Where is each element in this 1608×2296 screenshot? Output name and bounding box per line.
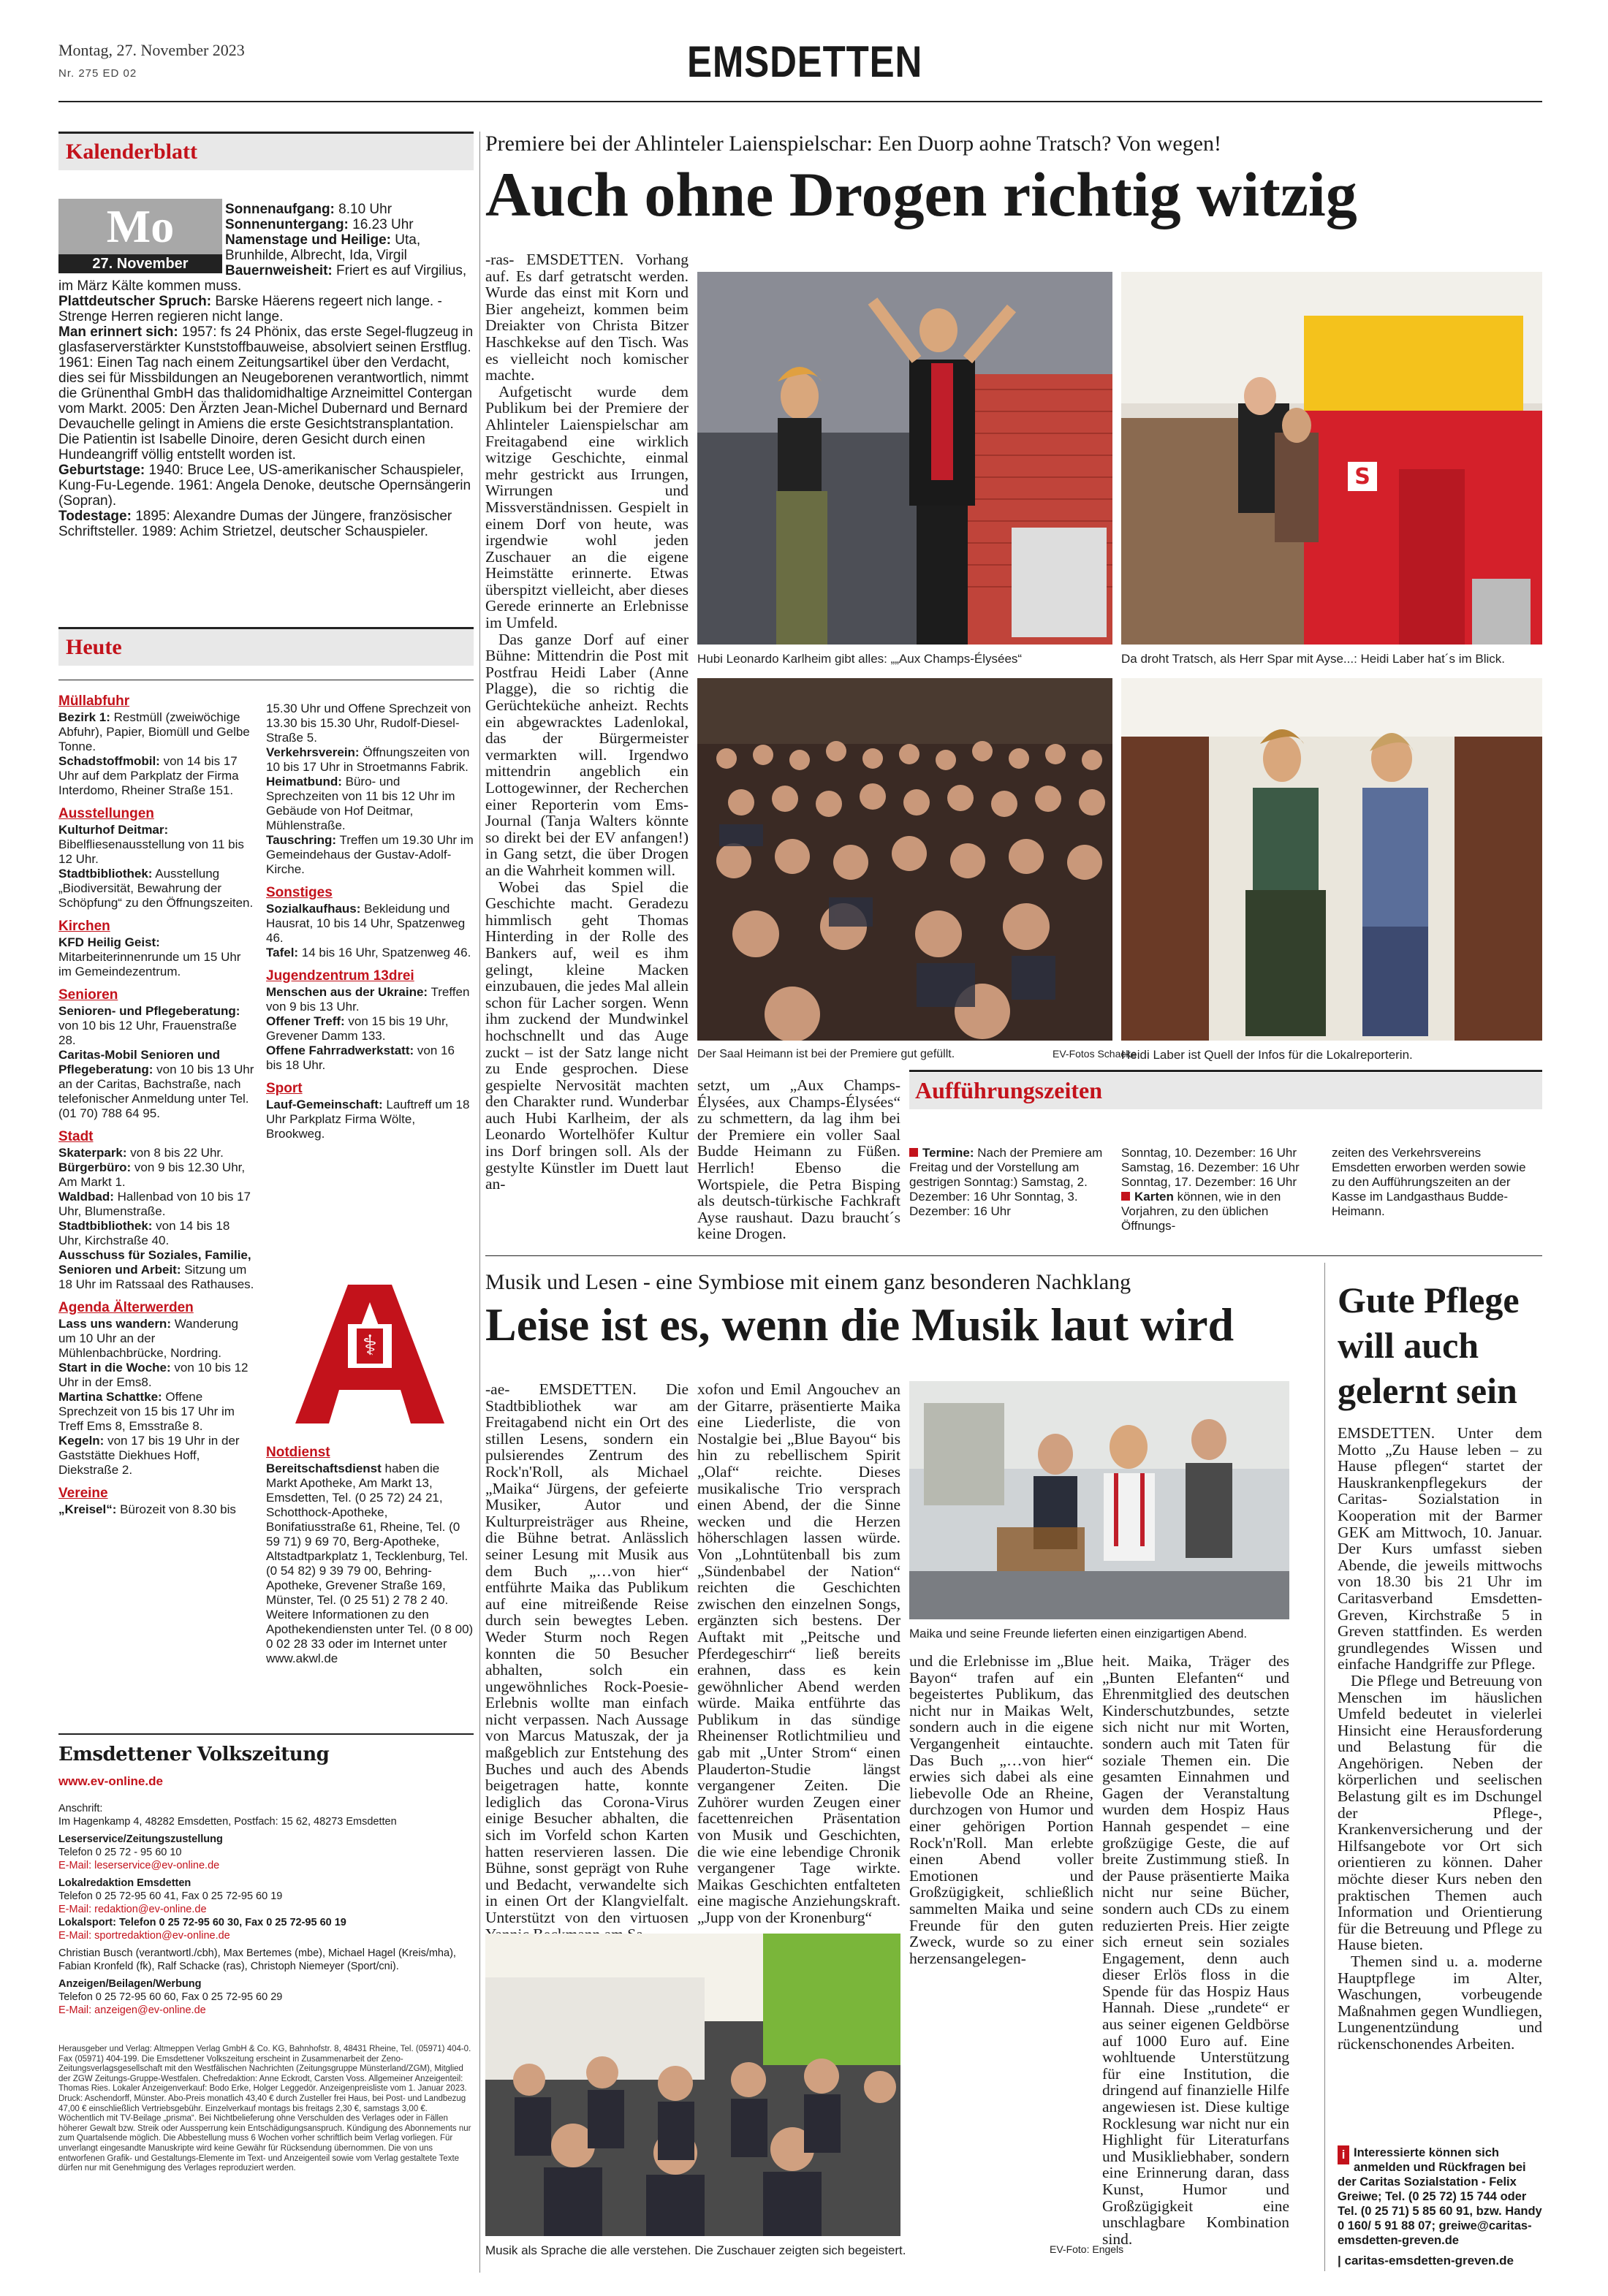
article1-body-col2: setzt, um „Aux Champs-Élysées, aux Champs-Élysées“ zu schmettern, da lag ihm bei der Premiere ein voller Saal Budde Heimann zu Füßen. Herrlich! Ebenso die Wortspiele, die Petra Bisping als deutsch-türkische Fachkraft Ayse raushaut. Dazu braucht´s keine Drogen.: [697, 1076, 900, 1243]
listing-text: Hallenbad von 10 bis 17 Uhr, Blumenstraße.: [58, 1190, 251, 1218]
impressum-line: Telefon 0 25 72-95 60 41, Fax 0 25 72-95 60 19: [58, 1890, 283, 1902]
listing-entry: [58, 1190, 254, 1219]
article1-kicker: Premiere bei der Ahlinteler Laienspielschar: Een Duorp aohne Tratsch? Von wegen!: [485, 132, 1221, 156]
listing-label: KFD Heilig Geist:: [58, 935, 160, 949]
listing-entry: [266, 1044, 474, 1073]
kalender-text: [58, 202, 474, 539]
listing-entry: [266, 775, 474, 833]
column-divider-right: [1324, 1263, 1325, 2271]
article2-body-col3: und die Erlebnisse im „Blue Bayon“ trafen auf ein begeistertes Publikum, das nicht nur in Maikas Welt, sondern auch in die eigene Vergangenheit eintauchte. Das Buch „…von hier“ erwies sich dabei als eine liebevolle Ode an Rheine, durchzogen von Humor und einer gehörigen Portion Rock'n'Roll. Man erlebte einen Abend voller Emotionen und Großzügigkeit, schließlich sammelten Maika und seine Freunde für den guten Zweck, wurde so zu einer herzensangelegen-: [909, 1652, 1093, 1967]
rubric-heading: Müllabfuhr: [58, 693, 130, 709]
listing-text: Wanderung um 10 Uhr an der Mühlenbachbrücke, Nordring.: [58, 1317, 238, 1360]
heute-heading: Heute: [58, 627, 474, 666]
listing-entry: [266, 1014, 474, 1044]
listing-entry: [58, 1048, 254, 1121]
listing-text: Lauftreff um 18 Uhr Parkplatz Firma Wölte, Brookweg.: [266, 1098, 470, 1141]
kalender-line-text: Barske Häerens regeert nich lange. - Strenge Herren regieren nicht lange.: [58, 294, 442, 324]
photo-audience-library: [485, 1934, 900, 2236]
impressum-line: Telefon 0 25 72 - 95 60 10: [58, 1847, 182, 1858]
article1-paragraph: Aufgetischt wurde dem Publikum bei der Premiere der Ahlinteler Laienspielschar am Freitagabend eine wirklich witzige Geschichte, einmal mehr gestrickt aus Irrungen, Wirrungen und Missverständnissen. Gespielt in einem Dorf von heute, was irgendwie wohl jeden Zuschauer an die eigene Heimstätte erinnerte. Etwas überspitzt vielleicht, aber dieses Gerede erinnerte an Erlebnisse im Umfeld.: [485, 382, 689, 632]
listing-entry: [58, 1248, 254, 1292]
listing-entry: [266, 985, 474, 1014]
listing-label: Schadstoffmobil:: [58, 754, 160, 768]
listing-entry: [266, 833, 474, 877]
listing-text: von 14 bis 17 Uhr auf dem Parkplatz der Firma Interdomo, Rheiner Straße 151.: [58, 754, 239, 797]
notdienst-block: [266, 1437, 474, 1666]
listing-text: von 9 bis 12.30 Uhr, Am Markt 1.: [58, 1160, 246, 1189]
impressum-line: Lokalsport: Telefon 0 25 72-95 60 30, Fax 0 25 72-95 60 19: [58, 1917, 346, 1928]
photo-reporterin: [1121, 678, 1542, 1041]
kalender-line-text: 16.23 Uhr: [348, 217, 414, 232]
impressum-line: E-Mail: leserservice@ev-online.de: [58, 1860, 220, 1871]
listing-label: Bürgerbüro:: [58, 1160, 132, 1174]
listing-label: Lass uns wandern:: [58, 1317, 171, 1331]
listing-label: Tauschring:: [266, 833, 337, 847]
kalender-line-label: Todestage:: [58, 509, 132, 524]
listing-text: von 17 bis 19 Uhr in der Gaststätte Diekhues Hoff, Diekstraße 2.: [58, 1434, 240, 1477]
auffuehrung-rule: [909, 1070, 1542, 1072]
listing-text: haben die Markt Apotheke, Am Markt 13, Emsdetten, Tel. (0 25 72) 24 21, Schotthock-Apotheke, Bonifatiusstraße 61, Rheine, Tel. (0 59 71) 9 69 70, Berg-Apotheke, Altstadtparkplatz 1, Tecklenburg, Tel. (0 54 82) 9 39 79 00, Behring-Apotheke, Grevener Straße 169, Münster, Tel. (0 25 51) 2 78 2 40. Weitere Informationen zu den Apothekendiensten unter Tel. (0 8 00) 0 02 28 33 oder im Internet unter www.akwl.de: [266, 1461, 474, 1665]
kalender-line-text: 8.10 Uhr: [334, 202, 392, 217]
listing-label: Senioren- und Pflegeberatung:: [58, 1004, 240, 1018]
article3-url[interactable]: | caritas-emsdetten-greven.de: [1338, 2254, 1514, 2268]
newspaper-url[interactable]: www.ev-online.de: [58, 1774, 163, 1788]
listing-label: Ausschuss für Soziales, Familie, Senioren und Arbeit:: [58, 1248, 251, 1277]
impressum-line: Lokalredaktion Emsdetten: [58, 1877, 191, 1889]
listing-label: Offene Fahrradwerkstatt:: [266, 1044, 414, 1057]
auffuehrung-col3: zeiten des Verkehrsvereins Emsdetten erworben werden sowie zu den Aufführungszeiten an der Kasse im Landgasthaus Budde-Heimann.: [1332, 1146, 1526, 1218]
heute-col1: [58, 685, 254, 1517]
rubric-heading: Stadt: [58, 1129, 94, 1144]
auffuehrung-heading: Aufführungszeiten: [915, 1077, 1103, 1103]
listing-text: Sitzung um 18 Uhr im Ratssaal des Rathauses.: [58, 1263, 254, 1291]
listing-label: Stadtbibliothek:: [58, 1219, 153, 1233]
listing-text: Treffen von 9 bis 13 Uhr.: [266, 985, 470, 1014]
kalender-line: [58, 463, 474, 509]
rubric-heading: Kirchen: [58, 919, 110, 934]
impressum-line: E-Mail: redaktion@ev-online.de: [58, 1904, 207, 1915]
kalender-line: [58, 263, 474, 294]
photo-maika-band: [909, 1381, 1289, 1619]
article2-body-col4: heit. Maika, Träger des „Bunten Elefanten“ und Ehrenmitglied des deutschen Kinderschutzbundes, setzte sich nicht nur mit Worten, sondern auch mit Taten für soziale Themen ein. Die gesamten Einnahmen und Gagen der Veranstaltung wurden dem Hospiz Haus Hannah gespendet – eine großzügige Geste, die auf breite Zustimmung stieß. In der Pause präsentierte Maika nicht nur seine Bücher, sondern auch CDs zu einem reduzierten Preis. Hier zeigte sich erneut sein soziales Engagement, denn auch dieser Erlös floss in die Spende für das Hospiz Haus Hannah. Diese „rundete“ er aus seiner eigenen Geldbörse auf 1000 Euro auf. Eine wohltuende Unterstützung für eine Institution, die dringend auf finanzielle Hilfe angewiesen ist. Diese kultige Rocklesung war nicht nur ein Highlight für Literaturfans und Musikliebhaber, sondern eine Erinnerung daran, dass Kunst, Humor und Großzügigkeit eine unschlagbare Kombination sind.: [1102, 1652, 1289, 2248]
listing-label: Kegeln:: [58, 1434, 105, 1448]
impressum-text: [58, 1802, 474, 2017]
listing-label: Bezirk 1:: [58, 710, 110, 724]
article3-para2: Die Pflege und Betreuung von Menschen im häuslichen Umfeld bedeutet in vielerlei Hinsicht eine Herausforderung und Belastung für die Angehörigen. Neben der körperlichen und seelischen Belastung gilt es im Dschungel der Pflege-, Krankenversicherung und der Hilfsangebote vor Ort sich orientieren zu können. Daher möchte dieser Kurs neben den praktischen Themen auch Information und Orientierung für die Betreuung und Pflege zu Hause bieten.: [1338, 1671, 1542, 1954]
heute-col2: [266, 702, 474, 1141]
rubric-heading: Jugendzentrum 13drei: [266, 968, 414, 984]
article3-headline: Gute Pflege will auch gelernt sein: [1338, 1280, 1520, 1411]
listing-entry: [266, 745, 474, 775]
kalender-line-label: Man erinnert sich:: [58, 324, 178, 340]
kalender-line-label: Geburtstage:: [58, 463, 145, 478]
listing-text: Bibelfliesenausstellung von 11 bis 12 Uhr.: [58, 837, 244, 866]
karten-text: können, wie in den Vorjahren, zu den üblichen Öffnungs-: [1121, 1190, 1281, 1233]
listing-entry: [58, 1160, 254, 1190]
caption-photo3: Der Saal Heimann ist bei der Premiere gut gefüllt.: [697, 1048, 955, 1060]
kalender-line: [58, 232, 474, 263]
auffuehrung-col1: [909, 1146, 1108, 1219]
listing-entry: [58, 1004, 254, 1048]
listing-entry: [266, 902, 474, 946]
column-divider: [479, 132, 480, 2273]
impressum-rule: [58, 1733, 474, 1735]
issue-date: Montag, 27. November 2023: [58, 41, 245, 59]
listing-text: Ausstellung „Biodiversität, Bewahrung der Schöpfung“ zu den Öffnungszeiten.: [58, 867, 254, 910]
weekday-date: 27. November: [58, 254, 222, 273]
photo-credit-3: EV-Fotos Schacke: [1053, 1048, 1137, 1060]
listing-text: von 14 bis 18 Uhr, Kirchstraße 40.: [58, 1219, 230, 1247]
rubric-heading: Notdienst: [266, 1445, 330, 1460]
termine-text: Nach der Premiere am Freitag und der Vorstellung am gestrigen Sonntag:) Samstag, 2. Dezember: 16 Uhr Sonntag, 3. Dezember: 16 Uhr: [909, 1146, 1103, 1218]
impressum-line: E-Mail: anzeigen@ev-online.de: [58, 2004, 206, 2016]
article1-paragraph: -ras- EMSDETTEN. Vorhang auf. Es darf getratscht werden. Wurde das einst mit Korn und Bier angeheizt, kommen beim Dreiakter von Christa Bitzer Haschkekse auf den Tisch. Was es vielleicht noch komischer machte.: [485, 251, 689, 384]
weekday-box: Mo: [58, 199, 222, 272]
rubric-heading: Sport: [266, 1081, 303, 1096]
listing-label: Bereitschaftsdienst: [266, 1461, 382, 1475]
kalender-line-text: 1895: Alexandre Dumas der Jüngere, französischer Schriftsteller. 1989: Achim Strietzel, deutscher Schauspieler.: [58, 509, 452, 539]
kalender-line-label: Plattdeutscher Spruch:: [58, 294, 212, 309]
page-title: EMSDETTEN: [687, 37, 923, 86]
listing-text: Bekleidung und Hausrat, 10 bis 14 Uhr, Spatzenweg 46.: [266, 902, 466, 945]
svg-text:S: S: [1354, 464, 1370, 490]
listing-text: von 10 bis 13 Uhr an der Caritas, Bachstraße, nach telefonischer Anmeldung unter Tel. (01 70) 788 64 95.: [58, 1063, 254, 1120]
newspaper-logo: Emsdettener Volkszeitung: [58, 1744, 330, 1765]
kalender-line-text: 1957: fs 24 Phönix, das erste Segel-flugzeug in glasfaserverstärkter Kunststoffbauweise, absolviert seinen Erstflug. 1961: Einen Tag nach einem Zeitungsartikel über den Verdacht, dies sei für Missbildungen an Neugeborenen verantwortlich, nimmt die Grünenthal GmbH das thalidomidhaltige Arzneimittel Contergan vom Markt. 2005: Den Ärzten Jean-Michel Dubernard und Bernard Devauchelle gelingt in Amiens die erste Gesichtstransplantation. Die Patientin ist Isabelle Dinoire, deren Gesicht durch einen Hundeangriff völlig entstellt worden ist.: [58, 324, 474, 463]
listing-entry: [58, 754, 254, 798]
listing-entry: [58, 867, 254, 911]
listing-label: Sozialkaufhaus:: [266, 902, 361, 916]
kalender-line: [58, 217, 474, 232]
article2-kicker: Musik und Lesen - eine Symbiose mit einem ganz besonderen Nachklang: [485, 1270, 1131, 1294]
listing-entry: [266, 1098, 474, 1141]
kalender-line: [58, 202, 474, 217]
listing-text: 15.30 Uhr und Offene Sprechzeit von 13.30 bis 15.30 Uhr, Rudolf-Diesel-Straße 5.: [266, 702, 471, 745]
impressum-line: Christian Busch (verantwortl./cbh), Max Bertemes (mbe), Michael Hagel (Kreis/mha), Fabian Kronfeld (fk), Ralf Schacke (ras), Christoph Niemeyer (Sport/cni).: [58, 1947, 456, 1972]
listing-entry: [266, 702, 474, 745]
rubric-heading: Agenda Älterwerden: [58, 1300, 194, 1315]
article2-body-col1: -ae- EMSDETTEN. Die Stadtbibliothek war am Freitagabend nicht ein Ort des stillen Lesens, sondern ein pulsierendes Zentrum des Rock'n'Roll, als Michael „Maika“ Jürgens, der gefeierte Musiker, Autor und Kulturpreisträger aus Rheine, die Bühne betrat. Anlässlich seiner Lesung mit Musik aus dem Buch „…von hier“ entführte Maika das Publikum auf eine mitreißende Reise durch sein bewegtes Leben. Weder Sturm noch Regen konnten die 50 Besucher abhalten, solch ein ungewöhnliches Rock-Poesie-Erlebnis wollte man einfach nicht verpassen. Nach Aussage von Marcus Matuszak, der ja maßgeblich zur Entstehung des Buches und auch des Abends beigetragen hatte, konnte lediglich das Corona-Virus einige Besucher abhalten, die sich im Vorfeld schon Karten hatten reservieren lassen. Die Bühne, sonst geprägt von Ruhe und Bedacht, verwandelte sich in einen Ort der Klangvielfalt. Unterstützt von den virtuosen: [485, 1380, 689, 1926]
listing-label: Lauf-Gemeinschaft:: [266, 1098, 383, 1111]
rubric-heading: Senioren: [58, 987, 118, 1003]
listing-text: von 10 bis 12 Uhr in der Ems8.: [58, 1361, 249, 1389]
info-icon: i: [1338, 2145, 1349, 2164]
article3-url-text[interactable]: caritas-emsdetten-greven.de: [1344, 2254, 1514, 2268]
article1-headline: Auch ohne Drogen richtig witzig: [485, 159, 1357, 229]
listing-text: von 10 bis 12 Uhr, Frauenstraße 28.: [58, 1019, 237, 1047]
kalender-line-label: Sonnenuntergang:: [225, 217, 349, 232]
listing-label: Martina Schattke:: [58, 1390, 162, 1404]
kalender-line-label: Sonnenaufgang:: [225, 202, 335, 217]
article1-body-col1: [485, 251, 689, 1193]
kalender-line: [58, 294, 474, 324]
kalender-line-text: Uta, Brunhilde, Albrecht, Ida, Virgil: [225, 232, 421, 263]
listing-entry: [266, 1461, 474, 1666]
karten-label: Karten: [1134, 1190, 1174, 1204]
listing-entry: [58, 710, 254, 754]
article1-paragraph: Das ganze Dorf auf einer Bühne: Mittendrin die Post mit Postfrau Heidi Laber (Anne Plagge), die so richtig die Gerüchteküche anheizt. Rechts ein abgewracktes Ladenlokal, das der Bürgermeister vermarkten will. Irgendwo mittendrin angeblich ein Lottogewinner, der Recherchen einer Reporterin vom Ems-Journal (Tanja Walters könnte so direkt bei der EV anfangen!) in Gang setzt, die über Drogen an die Wahrheit kommen will.: [485, 630, 689, 879]
photo-credit-engels: EV-Foto: Engels: [1050, 2243, 1124, 2255]
listing-label: Start in die Woche:: [58, 1361, 171, 1375]
listing-label: „Kreisel“:: [58, 1502, 117, 1516]
photo-audience: [697, 678, 1112, 1041]
listing-text: von 16 bis 18 Uhr.: [266, 1044, 455, 1072]
kalender-line: [58, 509, 474, 539]
listing-entry: [58, 1317, 254, 1361]
listing-label: Verkehrsverein:: [266, 745, 360, 759]
impressum-fineprint: Herausgeber und Verlag: Altmeppen Verlag GmbH & Co. KG, Bahnhofstr. 8, 48431 Rheine, Tel. (05971) 404-0. Fax (05971) 404-199. Die Emsdettener Volkszeitung erscheint in Zusammenarbeit der Zeno-Zeitungsverlagsgesellschaft mit den Westfälischen Nachrichten (Zeitungsgruppe Münsterland/ZGM), Mitglied der ZGW Zeitungs-Gruppe-Westfalen. Chefredaktion: Anne Eckrodt, Carsten Voss. Allgemeiner Anzeigenteil: Thomas Ries. Lokaler Anzeigenverkauf: Bodo Erke, Holger Leggedör. Anzeigenpreisliste vom 1. Januar 2023. Druck: Aschendorff, Münster. Abo-Preis monatlich 43,40 € durch Zusteller frei Haus, bei Post- und Landbezug 47,00 € einschließlich Vertriebsgebühr. Einzelverkauf montags bis freitags 2,30 €, samstags 3,00 €. Wöchentlich mit TV-Beilage „prisma“. Bei Nichtbelieferung ohne Verschulden des Verlages oder in Fällen höherer Gewalt bzw. Streik oder Aussperrung kein Entschädigungsanspruch. Kündigung des Abonnements nur zum Quartalsende möglich. Die Abbestellung muss 6 Wochen vorher schriftlich beim Verlag vorliegen. Für unverlangt eingesandte Manuskripte wird keine Gewähr für Rücksendung übernommen. Die von uns entworfenen Grafik- und Gestaltungs-Elemente im Text- und Anzeigenteil sowie vom Verlag gestaltete Texte dürfen nur mit Genehmigung des Verlages reproduziert werden.: [58, 2045, 471, 2173]
listing-label: Stadtbibliothek:: [58, 867, 153, 881]
kalender-line-label: Bauernweisheit:: [225, 263, 333, 278]
impressum-line: E-Mail: sportredaktion@ev-online.de: [58, 1930, 230, 1942]
listing-text: Bürozeit von 8.30 bis: [116, 1502, 236, 1516]
apotheke-logo: [266, 1280, 474, 1426]
rubric-heading: Ausstellungen: [58, 806, 154, 821]
listing-text: Offene Sprechzeit von 15 bis 17 Uhr im Treff Ems 8, Emsstraße 8.: [58, 1390, 235, 1433]
termine-more: Sonntag, 10. Dezember: 16 Uhr Samstag, 16. Dezember: 16 Uhr Sonntag, 17. Dezember: 16 Uhr: [1121, 1146, 1300, 1189]
caption-photo1: Hubi Leonardo Karlheim gibt alles: „„Aux Champs-Élysées“: [697, 652, 1023, 666]
listing-text: von 8 bis 22 Uhr.: [126, 1146, 224, 1160]
listing-entry: [58, 935, 254, 979]
listing-entry: [58, 1146, 254, 1160]
termine-label: Termine:: [922, 1146, 974, 1160]
listing-label: Caritas-Mobil Senioren und Pflegeberatung:: [58, 1048, 221, 1076]
listing-label: Menschen aus der Ukraine:: [266, 985, 428, 999]
listing-label: Waldbad:: [58, 1190, 114, 1204]
impressum-line: Anzeigen/Beilagen/Werbung: [58, 1978, 202, 1990]
article3-para1: EMSDETTEN. Unter dem Motto „Zu Hause leben – zu Hause pflegen“ startet der Hauskrankenpflegekurs der Caritas- Sozialstation in Kooperation mit der Barmer GEK am Mittwoch, 10. Januar. Der Kurs umfasst sieben Abende, die jeweils mittwochs von 18.30 bis 21 Uhr im Caritasverband Emsdetten-Greven, Kirchstraße 5 in Greven stattfinden. Es werden grundlegendes Wissen und einfache Handgriffe zur Pflege.: [1338, 1424, 1542, 1673]
header-rule: [58, 101, 1542, 102]
article1-paragraph: Wobei das Spiel die Geschichte macht. Geradezu himmlisch geht Thomas Hinterding in der Rolle des Bankers auf, weil es ihm gelingt, kleine Macken einzubauen, die jedes Mal allein schon für Lacher sorgen. Wenn ihm zuckend der Mundwinkel hochschnellt und das Auge zuckt – ist der Satz lange nicht zu Ende gesprochen. Diese gespielte Nervosität machten den Charakter rund. Wunderbar auch Hubi Karlheim, der als Leonardo Wortelhöfer Kultur ins Dorf bringen soll. Als der gestylte Künstler im Duett laut an-: [485, 878, 689, 1193]
listing-entry: [58, 1219, 254, 1248]
impressum-line: Anschrift:: [58, 1803, 103, 1814]
article-divider: [485, 1255, 1542, 1256]
caption-photo4: Heidi Laber ist Quell der Infos für die Lokalreporterin.: [1121, 1048, 1413, 1062]
kalenderblatt-heading: Kalenderblatt: [58, 132, 474, 170]
listing-entry: [58, 1361, 254, 1390]
listing-text: Treffen um 19.30 Uhr im Gemeindehaus der Gustav-Adolf-Kirche.: [266, 833, 474, 876]
listing-label: Kulturhof Deitmar:: [58, 823, 169, 837]
listing-label: Offener Treff:: [266, 1014, 345, 1028]
listing-text: Öffnungszeiten von 10 bis 17 Uhr in Stroetmanns Fabrik.: [266, 745, 470, 774]
photo-dorf-buehne: [1121, 272, 1542, 645]
impressum-line: Im Hagenkamp 4, 48282 Emsdetten, Postfach: 15 62, 48273 Emsdetten: [58, 1816, 397, 1828]
article3-para3: Themen sind u. a. moderne Hauptpflege im Alter, Waschungen, vorbeugende Maßnahmen gegen Wundliegen, Lungenentzündung und rückenschonendes Arbeiten.: [1338, 1953, 1542, 2053]
auffuehrung-col2: [1121, 1146, 1319, 1233]
listing-text: von 15 bis 19 Uhr, Grevener Damm 133.: [266, 1014, 449, 1043]
kalender-line-text: Friert es auf Virgilius, im März Kälte kommen muss.: [58, 263, 467, 294]
article3-info: [1338, 2145, 1542, 2248]
article2-headline: Leise ist es, wenn die Musik laut wird: [485, 1299, 1235, 1350]
rubric-heading: Sonstiges: [266, 885, 333, 900]
listing-entry: [58, 1434, 254, 1478]
article3-body: [1338, 1425, 1542, 2053]
caption-audience-library: Musik als Sprache die alle verstehen. Die Zuschauer zeigten sich begeistert.: [485, 2243, 906, 2257]
impressum-line: Leserservice/Zeitungszustellung: [58, 1833, 223, 1845]
kalender-line-label: Namenstage und Heilige:: [225, 232, 391, 248]
listing-text: 14 bis 16 Uhr, Spatzenweg 46.: [298, 946, 471, 959]
photo-stage-performers: [697, 272, 1112, 645]
listing-text: Restmüll (zweiwöchige Abfuhr), Papier, Biomüll und Gelbe Tonne.: [58, 710, 250, 753]
listing-text: Büro- und Sprechzeiten von 11 bis 12 Uhr im Gebäude von Hof Deitmar, Mühlenstraße.: [266, 775, 455, 832]
svg-text:⚕: ⚕: [362, 1329, 378, 1361]
listing-label: Tafel:: [266, 946, 299, 959]
issue-number: Nr. 275 ED 02: [58, 67, 137, 80]
caption-photo2: Da droht Tratsch, als Herr Spar mit Ayse...: Heidi Laber hat´s im Blick.: [1121, 652, 1505, 666]
listing-label: Heimatbund:: [266, 775, 342, 788]
listing-entry: [58, 823, 254, 867]
kalender-line: [58, 324, 474, 463]
listing-entry: [58, 1390, 254, 1434]
article3-info-text: Interessierte können sich anmelden und Rückfragen bei der Caritas Sozialstation - Felix Greiwe; Tel. (0 25 72) 15 744 oder Tel. (0 25 71) 5 85 60 91, bzw. Handy 0 160/ 5 91 88 07; greiwe@caritas-emsdetten-greven.de: [1338, 2146, 1542, 2247]
article2-body-col2: xofon und Emil Angouchev an der Gitarre, präsentierte Maika eine Liederliste, die von Nostalgie bei „Blue Bayou“ bis hin zu rebellischem Spirit „Olaf“ reichte. Dieses musikalische Trio versprach einen Abend, der die Sinne wecken und die Herzen höherschlagen lassen würde. Von „Lohntütenball bis zum „Sündenbabel der Nation“ reichten die Geschichten zwischen den einzelnen Songs, ergänzten sich bestens. Der Auftakt mit „Peitsche und Pferdegeschirr“ ließ bereits erahnen, dass es kein gewöhnlicher Abend werden würde. Maika entführte das Publikum in das sündige Rheinenser Rotlichtmilieu und gab mit „Unter Strom“ einen Plauderton-Studie längst vergangener Zeiten. Die Zuhörer wurden Zeugen einer facettenreichen Präsentation von Musik und Geschichten, die wie eine lebendige Chronik vergangener Tage wirkte. Maikas Geschichten entfalteten eine magische Anziehungskraft. „Jupp von der Kronenburg“: [697, 1380, 900, 1926]
listing-entry: [58, 1502, 254, 1517]
rubric-heading: Vereine: [58, 1486, 108, 1501]
kalender-line-text: 1940: Bruce Lee, US-amerikanischer Schauspieler, Kung-Fu-Legende. 1961: Angela Denoke, deutsche Opernsängerin (Sopran).: [58, 463, 471, 509]
caption-maika: Maika und seine Freunde lieferten einen einzigartigen Abend.: [909, 1627, 1248, 1641]
listing-entry: [266, 946, 474, 960]
listing-label: Skaterpark:: [58, 1146, 127, 1160]
listing-text: Mitarbeiterinnenrunde um 15 Uhr im Gemeindezentrum.: [58, 950, 241, 978]
impressum-line: Telefon 0 25 72-95 60 60, Fax 0 25 72-95 60 29: [58, 1991, 283, 2003]
